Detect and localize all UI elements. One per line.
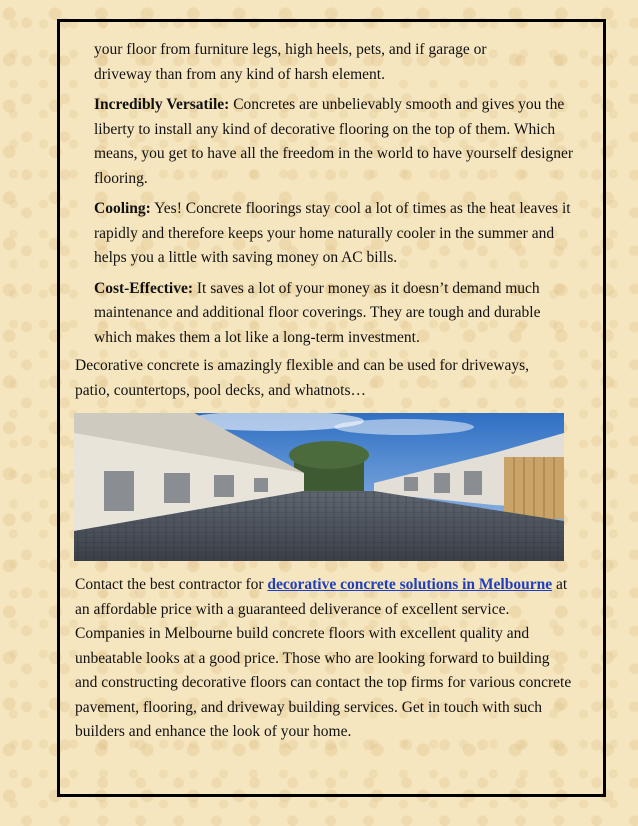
benefit-text: It saves a lot of your money as it doesn’t demand much maintenance and additional floor coverings. They are tough and durable which makes them a lot like a long-term investment. <box>94 279 541 346</box>
driveway-photo <box>74 413 564 561</box>
intro-paragraph <box>75 38 575 87</box>
contact-paragraph <box>75 573 575 745</box>
benefit-title: Cooling: <box>94 200 151 217</box>
contact-after: at an affordable price with a guaranteed deliverance of excellent service. Companies in Melbourne build concrete floors with excellent quality and unbeatable looks at a good price. Those who are looking forward to building and constructing decorative floors can contact the top firms for various concrete pavement, flooring, and driveway building services. Get in touch with such builders and enhance the look of your home. <box>75 576 572 740</box>
benefit-text: Yes! Concrete floorings stay cool a lot of times as the heat leaves it rapidly and therefore keeps your home naturally cooler in the summer and helps you a little with saving money on AC bills. <box>94 200 571 266</box>
page-content <box>75 38 575 751</box>
benefit-text: Concretes are unbelievably smooth and gives you the liberty to install any kind of decorative flooring on the top of them. Which means, you get to have all the freedom in the world to have yourself designer flooring. <box>94 96 574 187</box>
benefit-cost-effective <box>75 277 575 351</box>
intro-line-1: your floor from furniture legs, high heels, pets, and if garage or <box>94 41 487 58</box>
benefit-versatile <box>75 93 575 191</box>
decorative-paragraph: Decorative concrete is amazingly flexible and can be used for driveways, patio, countertops, pool decks, and whatnots… <box>75 357 530 399</box>
contact-before: Contact the best contractor for <box>75 576 268 593</box>
benefit-cooling <box>75 197 575 271</box>
intro-line-2: driveway than from any kind of harsh element. <box>94 65 385 83</box>
benefit-title: Incredibly Versatile: <box>94 96 230 113</box>
decorative-concrete-link[interactable]: decorative concrete solutions in Melbourne <box>267 576 553 593</box>
benefit-title: Cost-Effective: <box>94 279 193 297</box>
